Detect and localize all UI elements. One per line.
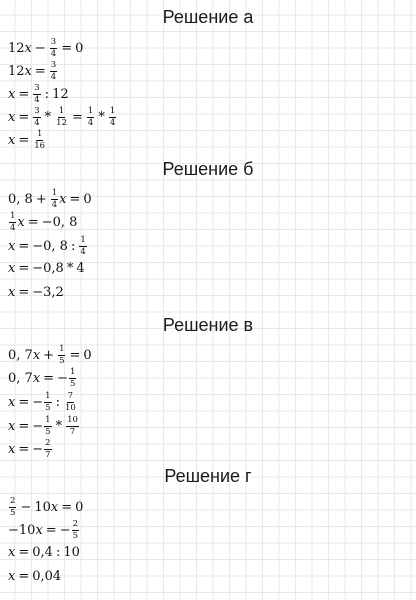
equation-line xyxy=(8,189,92,209)
fraction xyxy=(69,368,76,388)
operator: = xyxy=(18,545,30,560)
operator: : xyxy=(55,394,60,410)
equation-line xyxy=(8,61,58,81)
fraction-numerator: 1 xyxy=(10,211,16,221)
fraction-numerator: 1 xyxy=(80,235,86,245)
fraction-denominator: 5 xyxy=(69,378,76,389)
variable: x xyxy=(24,63,32,79)
fraction-numerator: 1 xyxy=(87,106,94,116)
variable: x xyxy=(8,132,16,148)
variable: x xyxy=(8,261,16,276)
operator: = xyxy=(18,109,30,125)
variable: x xyxy=(32,370,41,386)
variable: x xyxy=(17,214,25,230)
number: 10 xyxy=(63,545,80,560)
fraction-numerator: 1 xyxy=(109,106,116,116)
number: 12 xyxy=(8,40,25,56)
fraction-numerator: 1 xyxy=(51,188,58,198)
fraction-numerator: 10 xyxy=(67,415,78,425)
operator: = xyxy=(18,238,30,254)
number: − xyxy=(57,370,68,386)
fraction xyxy=(44,392,51,412)
fraction xyxy=(9,212,16,232)
fraction-numerator: 3 xyxy=(34,83,40,93)
equation-line xyxy=(8,261,85,276)
equation-line xyxy=(8,439,53,459)
number: 0 xyxy=(75,499,84,515)
fraction-denominator: 7 xyxy=(45,449,51,460)
operator: * xyxy=(66,261,74,276)
number: 0 xyxy=(75,40,84,56)
fraction-numerator: 2 xyxy=(45,438,51,448)
equation-line xyxy=(8,212,77,232)
fraction-numerator: 1 xyxy=(45,415,51,425)
operator: = xyxy=(18,394,30,410)
number: − xyxy=(32,441,44,457)
variable: x xyxy=(24,40,32,56)
number: − xyxy=(32,394,44,410)
fraction-denominator: 5 xyxy=(45,426,51,437)
operator: = xyxy=(18,261,30,276)
fraction-denominator: 4 xyxy=(50,48,57,59)
number: −0,8 xyxy=(32,261,64,276)
operator: = xyxy=(61,40,73,56)
variable: x xyxy=(32,347,41,363)
operator: = xyxy=(45,522,57,538)
fraction xyxy=(109,107,116,127)
number: −10 xyxy=(8,522,36,538)
fraction-numerator: 3 xyxy=(50,60,57,70)
equation-line xyxy=(8,416,80,436)
fraction xyxy=(79,236,86,256)
operator: * xyxy=(44,109,52,125)
operator: = xyxy=(69,347,81,363)
number: 0,4 xyxy=(32,545,53,560)
section-v-title: Решение в xyxy=(162,315,254,335)
fraction-denominator: 16 xyxy=(34,140,46,151)
fraction xyxy=(33,107,40,127)
fraction-numerator: 1 xyxy=(36,129,43,139)
number: 4 xyxy=(76,261,85,276)
operator: = xyxy=(18,418,30,434)
fraction-numerator: 1 xyxy=(45,391,51,401)
variable: x xyxy=(8,86,16,102)
variable: x xyxy=(8,545,16,560)
fraction-numerator: 3 xyxy=(34,106,40,116)
fraction xyxy=(55,107,68,127)
fraction-denominator: 4 xyxy=(87,117,94,128)
number: 12 xyxy=(8,63,25,79)
number: − xyxy=(32,418,44,434)
number: 0 xyxy=(83,347,92,363)
operator: + xyxy=(35,191,47,207)
fraction xyxy=(87,107,94,127)
fraction xyxy=(50,38,57,58)
operator: = xyxy=(43,370,55,386)
equation-line xyxy=(8,236,88,256)
fraction-numerator: 1 xyxy=(69,367,76,377)
fraction-denominator: 4 xyxy=(51,199,58,210)
operator: = xyxy=(18,86,30,102)
fraction xyxy=(64,392,77,412)
section-b-title: Решение б xyxy=(162,159,254,179)
operator: − xyxy=(20,499,32,515)
operator: − xyxy=(34,40,46,56)
number: 0, 7 xyxy=(8,370,33,386)
fraction-denominator: 4 xyxy=(50,71,57,82)
operator: = xyxy=(69,191,81,207)
variable: x xyxy=(8,285,16,300)
fraction xyxy=(58,345,65,365)
variable: x xyxy=(8,441,16,457)
fraction-denominator: 12 xyxy=(56,117,67,128)
fraction-denominator: 4 xyxy=(109,117,116,128)
fraction-denominator: 4 xyxy=(10,222,16,233)
operator: : xyxy=(44,86,50,102)
variable: x xyxy=(8,569,16,584)
variable: x xyxy=(59,191,67,207)
fraction-denominator: 5 xyxy=(10,507,16,518)
equation-line xyxy=(8,368,77,388)
operator: : xyxy=(55,545,61,560)
equation-line xyxy=(8,520,80,540)
fraction-denominator: 4 xyxy=(80,246,86,257)
fraction-denominator: 4 xyxy=(34,94,40,105)
variable: x xyxy=(8,238,16,254)
fraction-denominator: 5 xyxy=(72,530,79,541)
variable: x xyxy=(8,109,16,125)
fraction xyxy=(44,439,51,459)
operator: = xyxy=(18,441,30,457)
equation-line xyxy=(8,107,117,127)
fraction-denominator: 7 xyxy=(69,426,76,437)
section-g-title: Решение г xyxy=(164,466,252,486)
fraction-numerator: 1 xyxy=(58,106,65,116)
fraction xyxy=(33,130,46,150)
operator: = xyxy=(27,214,39,230)
fraction-numerator: 2 xyxy=(10,496,16,506)
fraction xyxy=(50,61,57,81)
equation-line xyxy=(8,497,83,517)
equation-line xyxy=(8,569,61,584)
operator: * xyxy=(55,418,63,434)
operator: = xyxy=(72,109,83,125)
variable: x xyxy=(35,522,43,538)
equation-line xyxy=(8,84,69,104)
fraction xyxy=(51,189,58,209)
operator: * xyxy=(98,109,105,125)
equation-line xyxy=(8,285,64,300)
fraction-numerator: 2 xyxy=(72,519,79,529)
variable: x xyxy=(50,499,59,515)
operator: = xyxy=(61,499,73,515)
section-a-title: Решение а xyxy=(162,7,254,27)
operator: = xyxy=(34,63,46,79)
number: 12 xyxy=(52,86,69,102)
fraction xyxy=(9,497,16,517)
number: −0, 8 xyxy=(41,214,78,230)
number: 0 xyxy=(83,191,92,207)
fraction-numerator: 7 xyxy=(67,391,74,401)
operator: = xyxy=(18,569,30,584)
fraction-denominator: 5 xyxy=(45,402,51,413)
operator: = xyxy=(18,285,30,300)
variable: x xyxy=(8,394,16,410)
variable: x xyxy=(8,418,16,434)
fraction xyxy=(44,416,51,436)
number: 0,04 xyxy=(32,569,62,584)
fraction-denominator: 5 xyxy=(59,355,65,366)
fraction xyxy=(72,520,79,540)
operator: = xyxy=(18,132,30,148)
fraction-numerator: 3 xyxy=(50,37,57,47)
number: −3,2 xyxy=(32,285,64,300)
fraction xyxy=(66,416,79,436)
number: −0, 8 xyxy=(32,238,68,254)
number: − xyxy=(59,522,71,538)
fraction-numerator: 1 xyxy=(59,344,65,354)
fraction-denominator: 10 xyxy=(64,402,76,413)
operator: + xyxy=(43,347,55,363)
equation-line xyxy=(8,130,47,150)
number: 0, 7 xyxy=(8,347,33,363)
operator: : xyxy=(70,238,76,254)
fraction xyxy=(33,84,40,104)
equation-line xyxy=(8,345,92,365)
fraction-denominator: 4 xyxy=(34,117,40,128)
equation-line xyxy=(8,545,80,560)
equation-line xyxy=(8,38,83,58)
number: 0, 8 xyxy=(8,191,33,207)
equation-line xyxy=(8,392,78,412)
number: 10 xyxy=(34,499,51,515)
